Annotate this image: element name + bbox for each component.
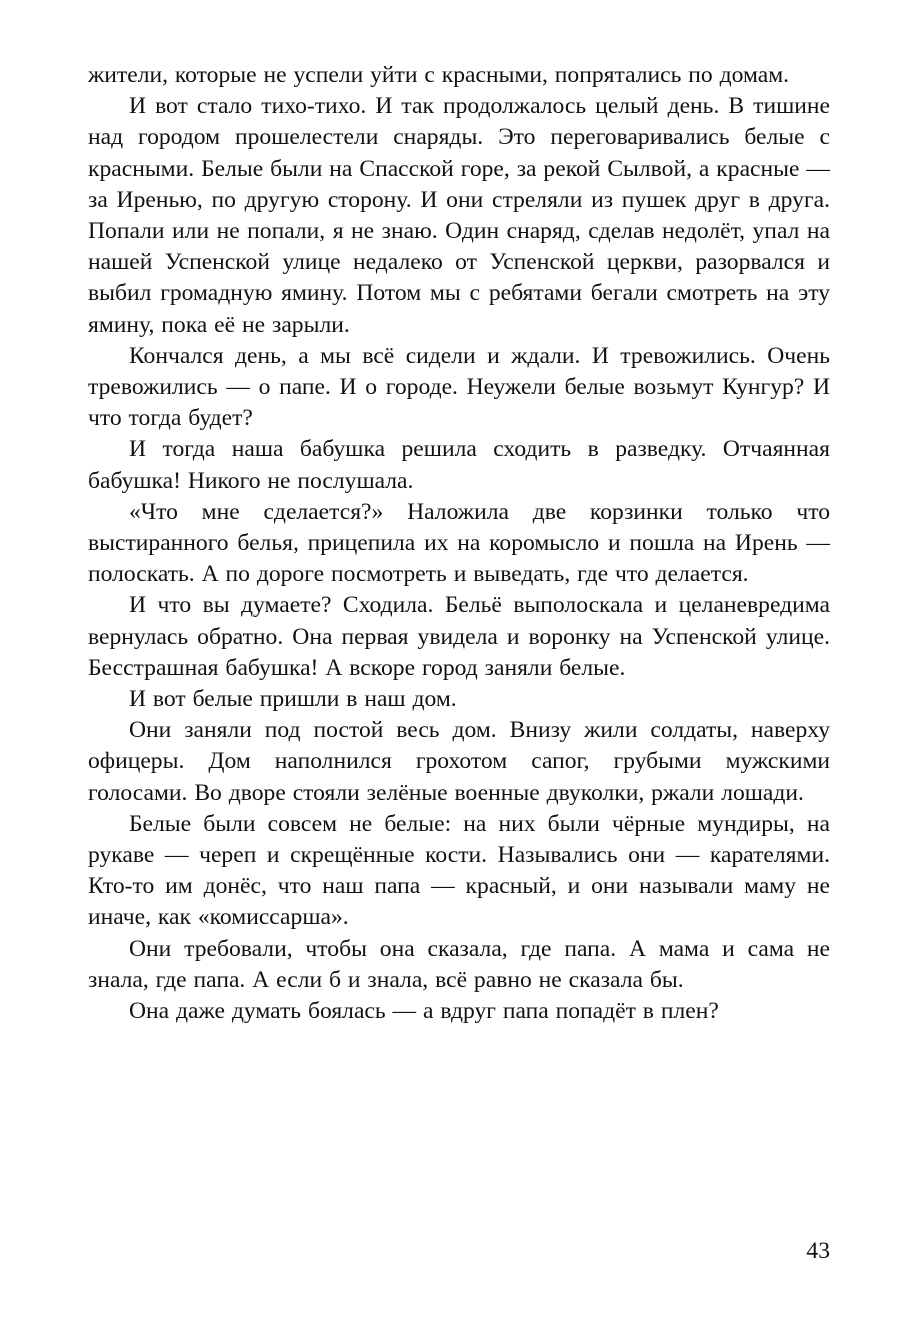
paragraph: И что вы думаете? Сходила. Бельё выполоскала и целаневредима вернулась обратно. Она первая увидела и воронку на Успенской улице. Бесстрашная бабушка! А вскоре город заняли белые. xyxy=(88,592,830,681)
paragraph: Она даже думать боялась — а вдруг папа попадёт в плен? xyxy=(129,998,719,1025)
page-number: 43 xyxy=(806,1238,830,1264)
paragraph: И вот стало тихо-тихо. И так продолжалось целый день. В тишине над городом прошелестели снаряды. Это переговаривались белые с красными. Белые были на Спасской горе, за рекой Сылвой, а красные — за Иренью, по другую сторону. И они стреляли из пушек друг в друга. Попали или не попали, я не знаю. Один снаряд, сделав недолёт, упал на нашей Успенской улице недалеко от Успенской церкви, разорвался и выбил громадную ямину. Потом мы с ребятами бегали смотреть на эту ямину, пока её не зарыли. xyxy=(88,93,830,338)
paragraph: Белые были совсем не белые: на них были чёрные мундиры, на рукаве — череп и скрещённые кости. Назывались они — карателями. Кто-то им донёс, что наш папа — красный, и они называли маму не иначе, как «комиссарша». xyxy=(88,810,830,931)
paragraph: И тогда наша бабушка решила сходить в разведку. Отчаянная бабушка! Никого не послушала. xyxy=(88,436,830,494)
paragraph: жители, которые не успели уйти с красными, попрятались по домам. xyxy=(88,62,790,88)
page-body-text xyxy=(88,60,830,1027)
paragraph: Кончался день, а мы всё сидели и ждали. И тревожились. Очень тревожились — о папе. И о городе. Неужели белые возьмут Кунгур? И что тогда будет? xyxy=(88,342,830,432)
paragraph: Они требовали, чтобы она сказала, где папа. А мама и сама не знала, где папа. А если б и знала, всё равно не сказала бы. xyxy=(88,935,830,993)
paragraph: И вот белые пришли в наш дом. xyxy=(129,686,457,713)
paragraph: «Что мне сделается?» Наложила две корзинки только что выстиранного белья, прицепила их на коромысло и пошла на Ирень — полоскать. А по дороге посмотреть и выведать, где что делается. xyxy=(88,498,830,588)
paragraph: Они заняли под постой весь дом. Внизу жили солдаты, наверху офицеры. Дом наполнился грохотом сапог, грубыми мужскими голосами. Во дворе стояли зелёные военные двуколки, ржали лошади. xyxy=(88,717,830,806)
